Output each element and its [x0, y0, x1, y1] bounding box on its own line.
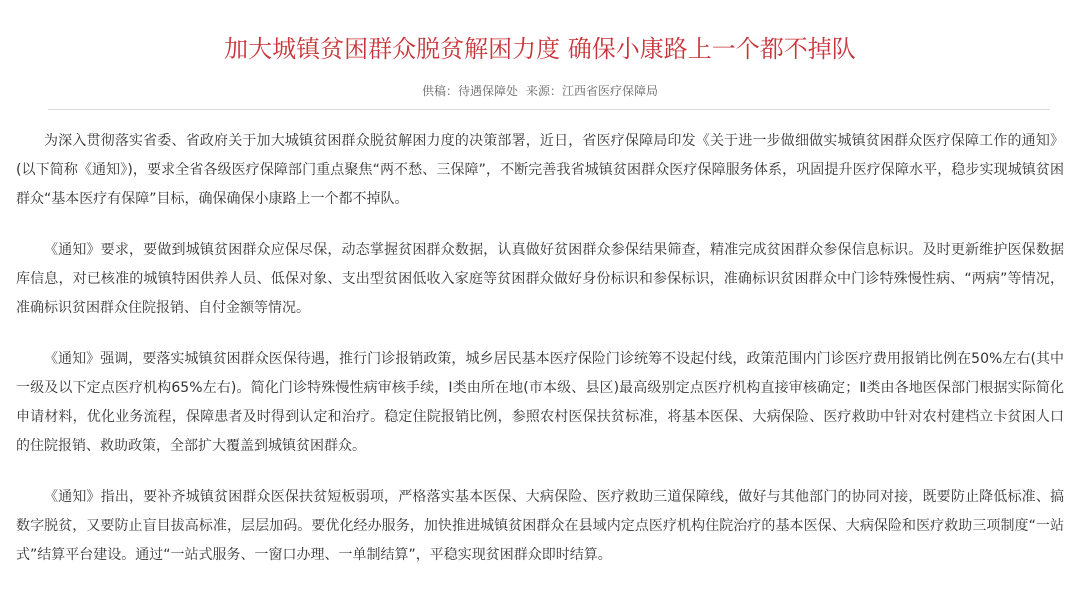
- article-paragraph: 《通知》强调，要落实城镇贫困群众医保待遇，推行门诊报销政策，城乡居民基本医疗保险门诊统筹不设起付线，政策范围内门诊医疗费用报销比例在50%左右(其中一级及以下定点医疗机构65%左右)。简化门诊特殊慢性病审核手续，Ⅰ类由所在地(市本级、县区)最高级别定点医疗机构直接审核确定；Ⅱ类由各地医保部门根据实际简化申请材料，优化业务流程，保障患者及时得到认定和治疗。稳定住院报销比例，参照农村医保扶贫标准，将基本医保、大病保险、医疗救助中针对农村建档立卡贫困人口的住院报销、救助政策，全部扩大覆盖到城镇贫困群众。: [16, 351, 1064, 454]
- article-paragraph: 《通知》要求，要做到城镇贫困群众应保尽保，动态掌握贫困群众数据，认真做好贫困群众参保结果筛查，精准完成贫困群众参保信息标识。及时更新维护医保数据库信息，对已核准的城镇特困供养人员、低保对象、支出型贫困低收入家庭等贫困群众做好身份标识和参保标识，准确标识贫困群众中门诊特殊慢性病、“两病”等情况，准确标识贫困群众住院报销、自付金额等情况。: [16, 242, 1064, 316]
- article-title: 加大城镇贫困群众脱贫解困力度 确保小康路上一个都不掉队: [224, 35, 856, 63]
- article-source: 来源：江西省医疗保障局: [526, 84, 659, 98]
- article-meta: [0, 82, 1080, 100]
- title-divider: [48, 109, 1050, 110]
- article-contributor: 供稿：待遇保障处: [421, 84, 518, 98]
- article-body: [16, 127, 1064, 592]
- article-paragraph: 为深入贯彻落实省委、省政府关于加大城镇贫困群众脱贫解困力度的决策部署，近日，省医疗保障局印发《关于进一步做细做实城镇贫困群众医疗保障工作的通知》(以下简称《通知》)，要求全省各级医疗保障部门重点聚焦“两不愁、三保障”，不断完善我省城镇贫困群众医疗保障服务体系，巩固提升医疗保障水平，稳步实现城镇贫困群众“基本医疗有保障”目标，确保确保小康路上一个都不掉队。: [16, 133, 1064, 207]
- article-paragraph: 《通知》指出，要补齐城镇贫困群众医保扶贫短板弱项，严格落实基本医保、大病保险、医疗救助三道保障线，做好与其他部门的协同对接，既要防止降低标准、搞数字脱贫，又要防止盲目拔高标准，层层加码。要优化经办服务，加快推进城镇贫困群众在县域内定点医疗机构住院治疗的基本医保、大病保险和医疗救助三项制度“一站式”结算平台建设。通过“一站式服务、一窗口办理、一单制结算”，平稳实现贫困群众即时结算。: [16, 489, 1064, 563]
